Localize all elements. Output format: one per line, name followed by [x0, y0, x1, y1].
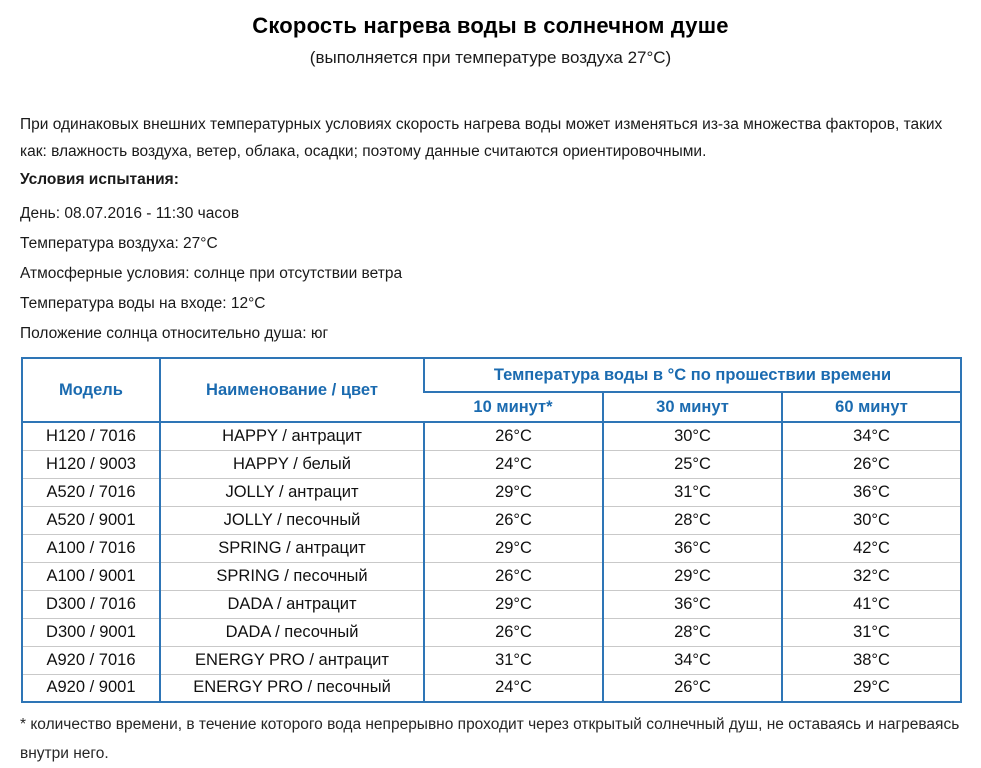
- column-header-60min: 60 минут: [782, 392, 961, 422]
- cell-temp-30: 31°C: [603, 478, 782, 506]
- table-row: [22, 506, 961, 534]
- condition-inlet-water-temp: Температура воды на входе: 12°C: [20, 295, 266, 312]
- cell-model: D300 / 7016: [22, 590, 160, 618]
- table-row: [22, 450, 961, 478]
- cell-model: A520 / 9001: [22, 506, 160, 534]
- column-header-name-color: Наименование / цвет: [160, 358, 424, 422]
- cell-name: DADA / антрацит: [160, 590, 424, 618]
- cell-temp-60: 29°C: [782, 674, 961, 702]
- table-row: [22, 562, 961, 590]
- table-row: [22, 590, 961, 618]
- cell-temp-60: 34°C: [782, 422, 961, 450]
- cell-temp-30: 30°C: [603, 422, 782, 450]
- cell-temp-60: 30°C: [782, 506, 961, 534]
- cell-model: A920 / 9001: [22, 674, 160, 702]
- cell-temp-30: 29°C: [603, 562, 782, 590]
- table-row: [22, 646, 961, 674]
- cell-temp-10: 24°C: [424, 450, 603, 478]
- column-header-temp-group: Температура воды в °C по прошествии времени: [424, 358, 961, 392]
- table-row: [22, 674, 961, 702]
- cell-temp-10: 26°C: [424, 562, 603, 590]
- footnote: * количество времени, в течение которого вода непрерывно проходит через открытый солнечный душ, не оставаясь и нагреваясь внутри него.: [20, 716, 960, 762]
- cell-temp-30: 28°C: [603, 506, 782, 534]
- cell-model: H120 / 9003: [22, 450, 160, 478]
- cell-temp-30: 28°C: [603, 618, 782, 646]
- cell-temp-30: 36°C: [603, 534, 782, 562]
- cell-temp-30: 25°C: [603, 450, 782, 478]
- page-title: Скорость нагрева воды в солнечном душе: [252, 13, 729, 38]
- table-row: [22, 422, 961, 450]
- cell-name: SPRING / антрацит: [160, 534, 424, 562]
- cell-name: SPRING / песочный: [160, 562, 424, 590]
- cell-temp-30: 34°C: [603, 646, 782, 674]
- cell-name: HAPPY / белый: [160, 450, 424, 478]
- column-header-model: Модель: [22, 358, 160, 422]
- cell-temp-10: 29°C: [424, 590, 603, 618]
- cell-temp-10: 26°C: [424, 506, 603, 534]
- cell-temp-10: 26°C: [424, 618, 603, 646]
- intro-paragraph: При одинаковых внешних температурных условиях скорость нагрева воды может изменяться из-за множества факторов, таких как: влажность воздуха, ветер, облака, осадки; поэтому данные считаются ориентировочными.: [20, 116, 943, 160]
- condition-sun-position: Положение солнца относительно душа: юг: [20, 325, 329, 342]
- results-table-wrap: [21, 357, 960, 703]
- table-row: [22, 478, 961, 506]
- results-table: [21, 357, 962, 703]
- condition-atmosphere: Атмосферные условия: солнце при отсутствии ветра: [20, 265, 403, 282]
- cell-temp-10: 31°C: [424, 646, 603, 674]
- cell-model: A100 / 7016: [22, 534, 160, 562]
- cell-temp-60: 32°C: [782, 562, 961, 590]
- cell-name: ENERGY PRO / антрацит: [160, 646, 424, 674]
- cell-temp-10: 29°C: [424, 478, 603, 506]
- cell-name: JOLLY / антрацит: [160, 478, 424, 506]
- table-row: [22, 534, 961, 562]
- table-row: [22, 618, 961, 646]
- cell-temp-60: 26°C: [782, 450, 961, 478]
- cell-temp-60: 31°C: [782, 618, 961, 646]
- cell-model: D300 / 9001: [22, 618, 160, 646]
- conditions-heading: Условия испытания:: [20, 171, 179, 188]
- column-header-30min: 30 минут: [603, 392, 782, 422]
- cell-name: DADA / песочный: [160, 618, 424, 646]
- cell-name: ENERGY PRO / песочный: [160, 674, 424, 702]
- cell-model: A100 / 9001: [22, 562, 160, 590]
- page-subtitle: (выполняется при температуре воздуха 27°C): [309, 48, 672, 67]
- condition-date: День: 08.07.2016 - 11:30 часов: [20, 205, 240, 222]
- cell-temp-60: 36°C: [782, 478, 961, 506]
- cell-name: HAPPY / антрацит: [160, 422, 424, 450]
- cell-model: H120 / 7016: [22, 422, 160, 450]
- intro-section: [20, 111, 961, 343]
- condition-air-temp: Температура воздуха: 27°C: [20, 235, 218, 252]
- cell-name: JOLLY / песочный: [160, 506, 424, 534]
- cell-temp-60: 41°C: [782, 590, 961, 618]
- cell-temp-10: 29°C: [424, 534, 603, 562]
- column-header-10min: 10 минут*: [424, 392, 603, 422]
- cell-model: A920 / 7016: [22, 646, 160, 674]
- cell-temp-10: 24°C: [424, 674, 603, 702]
- cell-temp-30: 26°C: [603, 674, 782, 702]
- cell-temp-60: 38°C: [782, 646, 961, 674]
- cell-temp-60: 42°C: [782, 534, 961, 562]
- cell-temp-10: 26°C: [424, 422, 603, 450]
- cell-temp-30: 36°C: [603, 590, 782, 618]
- cell-model: A520 / 7016: [22, 478, 160, 506]
